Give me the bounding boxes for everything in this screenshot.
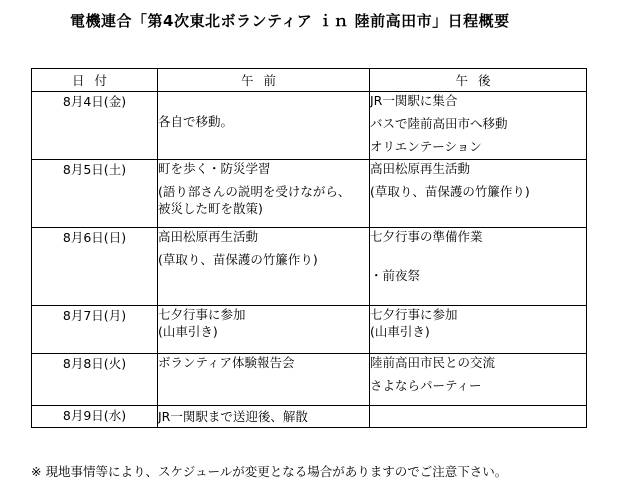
table-header-row (32, 69, 587, 92)
am-cell (158, 92, 370, 160)
footnote: ※ 現地事情等により、スケジュールが変更となる場合がありますのでご注意下さい。 (31, 464, 508, 479)
date-cell: 8月8日(火) (32, 354, 158, 406)
pm-text: バスで陸前高田市へ移動 (370, 116, 508, 131)
pm-text: 高田松原再生活動 (370, 161, 471, 176)
pm-text: さよならパーティー (370, 378, 482, 393)
date-cell: 8月5日(土) (32, 160, 158, 228)
header-date: 日付 (32, 69, 158, 92)
am-cell (158, 306, 370, 354)
table-row (32, 354, 587, 406)
am-text: 七夕行事に参加 (158, 307, 246, 322)
header-am: 午前 (158, 69, 370, 92)
pm-text: 陸前高田市民との交流 (370, 355, 496, 370)
table-row (32, 92, 587, 160)
am-cell (158, 406, 370, 428)
am-text: ボランティア体験報告会 (158, 355, 295, 370)
pm-cell (370, 306, 587, 354)
pm-text: JR一関駅に集合 (370, 93, 458, 108)
am-cell (158, 354, 370, 406)
pm-text: オリエンテーション (370, 139, 482, 154)
pm-text: (山車引き) (370, 324, 430, 339)
am-cell (158, 160, 370, 228)
am-text: 各自で移動。 (158, 114, 234, 129)
pm-cell (370, 354, 587, 406)
am-text: 町を歩く・防災学習 (158, 161, 271, 176)
header-pm: 午後 (370, 69, 587, 92)
am-text: 高田松原再生活動 (158, 229, 259, 244)
pm-cell (370, 160, 587, 228)
date-cell: 8月9日(水) (32, 406, 158, 428)
date-cell: 8月4日(金) (32, 92, 158, 160)
document-title: 電機連合「第4次東北ボランティア ｉｎ 陸前高田市」日程概要 (70, 12, 510, 30)
date-cell: 8月7日(月) (32, 306, 158, 354)
am-text: 被災した町を散策) (158, 201, 263, 216)
pm-text: 七夕行事の準備作業 (370, 229, 483, 244)
am-cell (158, 228, 370, 306)
table-row (32, 406, 587, 428)
am-text: (語り部さんの説明を受けながら、 (158, 184, 351, 199)
pm-cell (370, 228, 587, 306)
pm-text: (草取り、苗保護の竹簾作り) (370, 184, 530, 199)
table-row (32, 160, 587, 228)
am-text: (草取り、苗保護の竹簾作り) (158, 252, 318, 267)
pm-text: ・前夜祭 (370, 268, 421, 283)
pm-cell (370, 92, 587, 160)
table-row (32, 228, 587, 306)
schedule-table (31, 68, 587, 428)
date-cell: 8月6日(日) (32, 228, 158, 306)
am-text: (山車引き) (158, 324, 218, 339)
am-text: JR一関駅まで送迎後、解散 (158, 409, 308, 424)
table-row (32, 306, 587, 354)
pm-cell (370, 406, 587, 428)
pm-text: 七夕行事に参加 (370, 307, 458, 322)
